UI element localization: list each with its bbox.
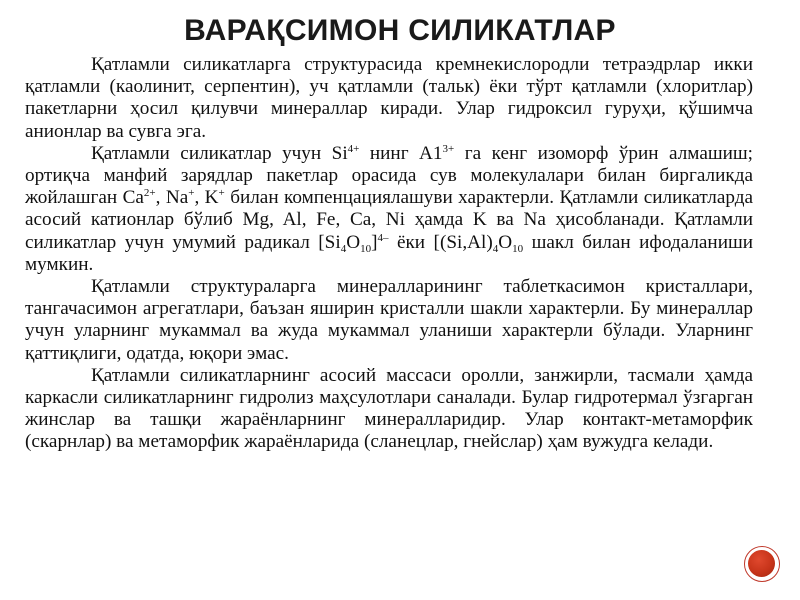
paragraph-3 [25,276,753,365]
superscript: 2+ [143,187,156,200]
paragraph-1 [25,54,753,143]
paragraph-2 [25,143,753,276]
paragraph-text: ёки [(Si,Al) [388,231,493,253]
subscript: 4 [340,242,347,255]
paragraph-text: O [498,231,513,253]
slide-title: ВАРАҚСИМОН СИЛИКАТЛАР [184,14,616,47]
next-slide-button[interactable] [744,546,780,582]
superscript: 3+ [442,142,455,155]
paragraph-text: Қатламли силикатларнинг асосий массаси оролли, занжирли, тасмали ҳамда каркасли силикатларнинг гидролиз маҳсулотлари саналади. Булар гидротермал ўзгарган жинслар ва ташқи жараёнларнинг минералларидир. Улар контакт-метаморфик (скарнлар) ва метаморфик жараёнларида (сланецлар, гнейслар) ҳам вужудга келади. [25,364,753,453]
paragraph-4 [25,365,753,454]
subscript: 10 [512,242,524,255]
paragraph-text: Қатламли структураларга минералларининг таблеткасимон кристаллари, тангачасимон агрегатлари, баъзан яширин кристалли шакли характерли. Бу минераллар учун уларнинг мукаммал ва жуда мукаммал уланиши характерли бўлади. Уларнинг қаттиқлиги, одатда, юқори эмас. [25,276,753,364]
paragraph-text: га кенг изоморф ўрин алмашиш; ортиқча манфий зарядлар пакетлар орасида сув молекулалари билан биргаликда жойлашган Ca [25,142,753,209]
paragraph-text: шакл билан ифодаланиши мумкин. [25,231,754,275]
paragraph-text: Қатламли силикатларга структурасида кремнекислородли тетраэдрлар икки қатламли (каолинит, серпентин), уч қатламли (тальк) ёки тўрт қатламли (хлоритлар) пакетларни ҳосил қилувчи минераллар киради. Улар гидроксил гуруҳи, қўшимча анионлар ва сувга эга. [25,54,753,142]
paragraph-text: O [346,231,361,253]
paragraph-text: нинг A1 [359,142,443,164]
subscript: 10 [360,242,372,255]
paragraph-text: Қатламли силикатлар учун Si [91,142,348,164]
paragraph-text: , Na [155,187,189,209]
slide-body [25,54,753,454]
paragraph-text: , K [194,187,219,209]
paragraph-text: билан компенцациялашуви характерли. Қатламли силикатларда асосий катионлар бўлиб Mg, Al, Fe, Ca, Ni ҳамда K ва Na ҳисобланади. Қатламли силикатлар учун умумий радикал [Si [25,187,754,253]
superscript: + [218,187,225,200]
subscript: 4 [492,242,499,255]
superscript: 4– [377,231,389,244]
paragraph-text: ] [371,231,378,253]
superscript: 4+ [347,142,360,155]
superscript: + [188,187,195,200]
next-slide-circle-icon [748,550,775,577]
